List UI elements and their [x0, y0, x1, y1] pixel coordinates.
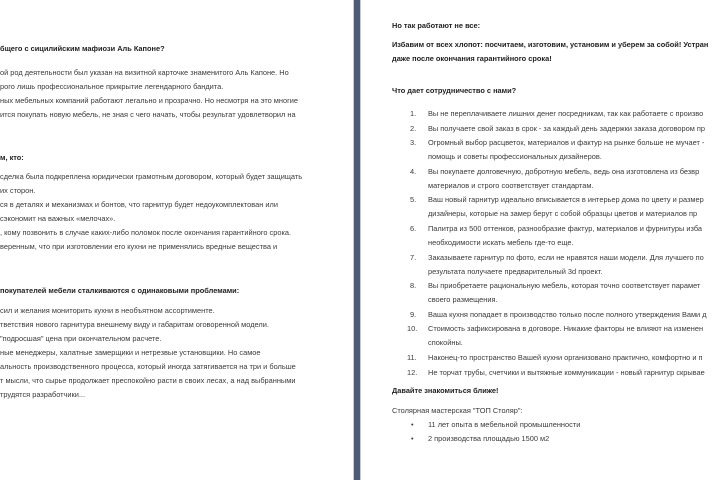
- list-item-text: материалов и строго соответствует стандартам.: [428, 180, 594, 190]
- page-separator: [353, 0, 361, 480]
- list-item-text: Заказываете гарнитур по фото, если не нравятся наши модели. Для лучшего по: [428, 252, 704, 262]
- list-number: 8.: [410, 281, 417, 291]
- list-item-text: Наконец-то пространство Вашей кухни организовано практично, комфортно и п: [428, 353, 703, 362]
- text-line: сил и желания мониторить кухни в необъятном ассортименте.: [0, 306, 215, 315]
- list-item-text: своего размещения.: [428, 295, 498, 305]
- list-item-text: Ваш новый гарнитур идеально вписывается в интерьер дома по цвету и размер: [428, 195, 704, 205]
- intro-text: Но так работают не все:: [392, 21, 481, 30]
- list-item-text: Не торчат трубы, счетчики и вытяжные коммуникации - новый гарнитур скрывае: [428, 367, 705, 377]
- text-line: ся в деталях и механизмах и бонтов, что гарнитур будет недоукомплектован или: [0, 200, 278, 209]
- list-item-text: спокойны.: [428, 338, 463, 348]
- list-number: 4.: [410, 166, 417, 176]
- list-number: 12.: [407, 367, 418, 377]
- list-item-text: Огромный выбор расцветок, материалов и фактур на рынке больше не мучает -: [428, 138, 705, 148]
- section-heading: м, кто:: [0, 153, 24, 162]
- list-item-text: дизайнеры, которые на замер берут с собой образцы цветов и материалов пр: [428, 209, 698, 219]
- text-line: , кому позвонить в случае каких-либо поломок после окончания гарантийного срока.: [0, 228, 291, 237]
- list-item-text: Стоимость зафиксирована в договоре. Никакие факторы не влияют на изменен: [428, 324, 704, 334]
- bullet-icon: •: [411, 420, 414, 429]
- text-line: ные менеджеры, халатные замерщики и нетрезвые установщики. Но самое: [0, 348, 261, 357]
- list-item-text: Вы приобретаете рациональную мебель, которая точно соответствует парамет: [428, 281, 701, 291]
- bullet-icon: •: [411, 434, 414, 443]
- list-number: 5.: [410, 195, 417, 205]
- text-line: их сторон.: [0, 186, 36, 195]
- list-number: 7.: [410, 252, 417, 262]
- text-line: ных мебельных компаний работают легально и прозрачно. Но несмотря на это многие: [0, 96, 299, 105]
- list-item-text: Ваша кухня попадает в производство только после полного утверждения Вами д: [428, 309, 707, 319]
- section-heading: бщего с сицилийским мафиози Аль Капоне?: [0, 44, 165, 53]
- list-item-text: Палитра из 500 оттенков, разнообразие фактур, материалов и фурнитуры изба: [428, 224, 702, 233]
- document-page-right: [361, 0, 720, 480]
- text-line: сделка была подкреплена юридически грамотным договором, который будет защищать: [0, 172, 303, 181]
- list-number: 10.: [407, 324, 418, 334]
- section-heading: Давайте знакомиться ближе!: [392, 386, 499, 395]
- list-item-text: результата получаете предварительный 3d проект.: [428, 266, 603, 276]
- text-line: рого лишь профессиональное прикрытие легендарного бандита.: [0, 82, 224, 91]
- company-text: Столярная мастерская "ТОП Столяр":: [392, 406, 523, 415]
- text-line: тветствия нового гарнитура внешнему виду и габаритам оговоренной модели.: [0, 320, 269, 329]
- bold-line: даже после окончания гарантийного срока!: [392, 54, 552, 63]
- list-number: 9.: [410, 309, 417, 319]
- list-number: 6.: [410, 224, 417, 233]
- text-line: альность производственного процесса, который иногда затягивается на три и больше: [0, 362, 296, 371]
- text-line: сэкономит на важных «мелочах».: [0, 214, 116, 223]
- list-number: 3.: [410, 138, 417, 148]
- section-heading: покупателей мебели сталкиваются с одинаковыми проблемами:: [0, 286, 240, 295]
- text-line: веренным, что при изготовлении его кухни не применялись вредные вещества и: [0, 242, 278, 251]
- list-item-text: Вы покупаете долговечную, добротную мебель, ведь она изготовлена из безвр: [428, 166, 700, 176]
- bullet-item: 11 лет опыта в мебельной промышленности: [428, 420, 581, 429]
- list-item-text: помощь и советы профессиональных дизайнеров.: [428, 152, 602, 162]
- bold-line: Избавим от всех хлопот: посчитаем, изготовим, установим и уберем за собой! Устран: [392, 40, 709, 49]
- section-heading: Что дает сотрудничество с нами?: [392, 86, 517, 95]
- bullet-item: 2 производства площадью 1500 м2: [428, 434, 550, 443]
- list-item-text: Вы получаете свой заказ в срок - за каждый день задержки заказа договором пр: [428, 123, 706, 133]
- list-number: 2.: [410, 123, 417, 133]
- list-number: 1.: [410, 109, 417, 118]
- text-line: "подросшая" цена при окончательном расчете.: [0, 334, 162, 343]
- text-line: ой род деятельности был указан на визитной карточке знаменитого Аль Капоне. Но: [0, 68, 289, 77]
- document-page-left: [0, 0, 353, 480]
- list-item-text: Вы не переплачиваете лишних денег посредникам, так как работаете с произво: [428, 109, 704, 118]
- text-line: т мысли, что сырье продолжает преспокойно расти в своих лесах, а над выбранными: [0, 376, 296, 385]
- text-line: ится покупать новую мебель, не зная с чего начать, чтобы результат удовлетворил на: [0, 110, 296, 119]
- text-line: трудятся разработчики...: [0, 390, 86, 399]
- list-number: 11.: [407, 353, 417, 362]
- list-item-text: необходимости искать мебель где-то еще.: [428, 238, 574, 247]
